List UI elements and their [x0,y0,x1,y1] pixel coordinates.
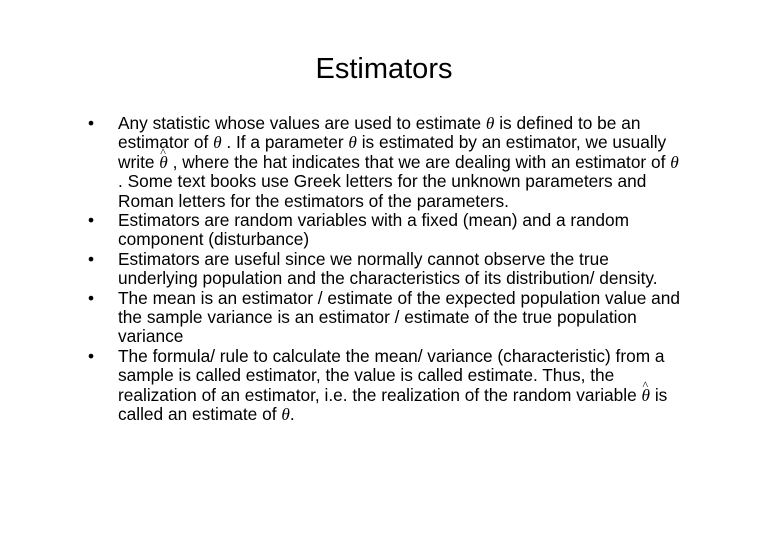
bullet-marker: • [88,287,95,308]
bullet-marker: • [88,248,95,269]
bullet-marker: • [88,113,95,133]
theta-symbol: θ [485,114,495,133]
bullet-text: is estimated by an estimator, we usually write [118,132,667,172]
bullet-list [88,114,688,425]
bullet-item-estimator-definition [88,114,688,211]
bullet-text: Any statistic whose values are used to estimate [118,113,486,133]
bullet-item-estimator-vs-estimate [88,347,688,425]
theta-symbol: θ [348,133,357,153]
bullet-text: is defined to be an estimator of [118,113,641,153]
theta-symbol: θ [670,152,679,172]
bullet-text: is called an estimate of [118,384,668,425]
bullet-marker: • [88,345,95,366]
bullet-text: The mean is an estimator / estimate of the expected population value and the sample variance is an estimator / estimate of the true population variance [118,287,680,347]
bullet-text: . Some text books use Greek letters for the unknown parameters and Roman letters for the estimators of the parameters. [118,171,647,211]
theta-symbol: θ [281,405,290,425]
bullet-item-usefulness [88,250,688,289]
bullet-text: . If a parameter [221,132,349,153]
bullet-item-random-variables [88,211,688,250]
bullet-text: Estimators are random variables with a fixed (mean) and a random component (disturbance) [118,210,629,250]
theta-hat-symbol: ^ θ [159,153,168,172]
bullet-text: The formula/ rule to calculate the mean/ variance (characteristic) from a sample is called estimator, the value is called estimate. Thus, the realization of an estimator, i.e. the realization of the random variable [118,345,665,405]
slide-title: Estimators [315,53,453,85]
theta-hat-symbol: ^ θ [642,386,651,405]
bullet-text: Estimators are useful since we normally cannot observe the true underlying population and the characteristics of its distribution/ density. [118,248,658,289]
bullet-text: . [289,404,295,425]
theta-symbol: θ [213,133,222,153]
bullet-text: , where the hat indicates that we are dealing with an estimator of [167,151,671,172]
bullet-marker: • [88,210,95,231]
bullet-item-mean-variance [88,289,688,347]
